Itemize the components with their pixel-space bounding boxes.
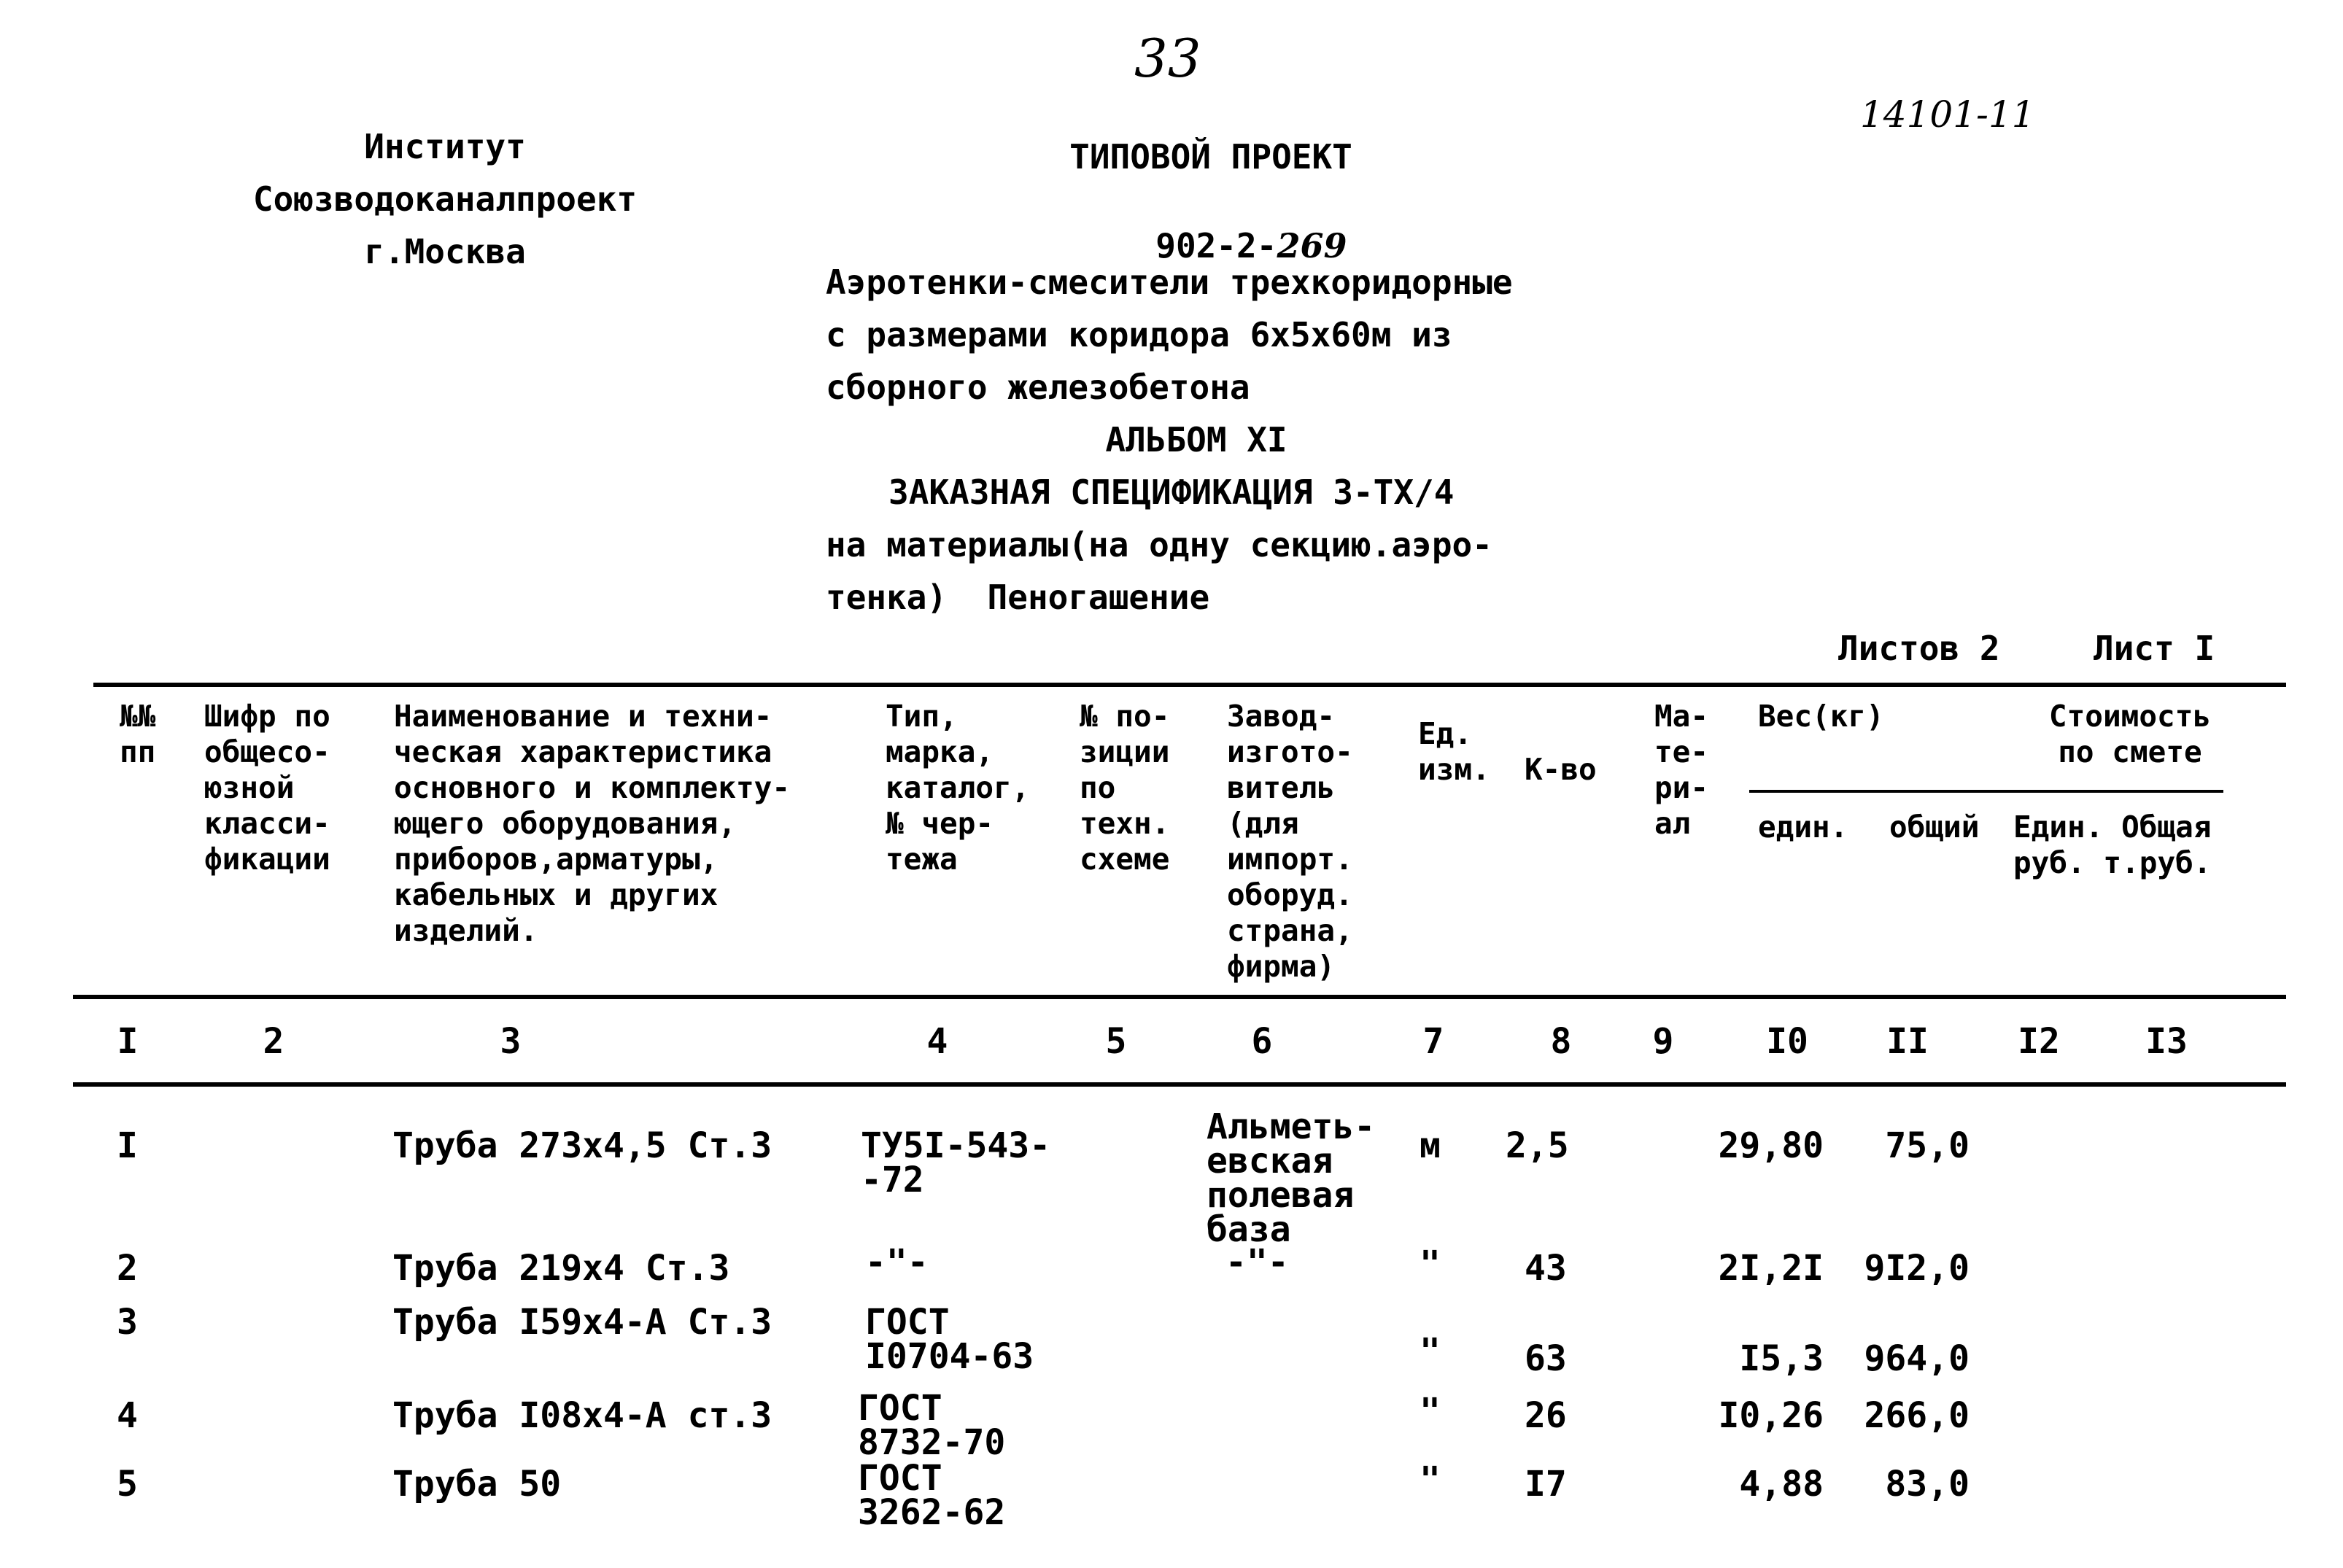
item-unit: " <box>1420 1391 1441 1432</box>
col-number: 2 <box>263 1021 284 1062</box>
header-type: Тип, марка, каталог, № чер- тежа <box>886 699 1030 877</box>
table-top-rule <box>93 683 2286 687</box>
item-weight-total: 75,0 <box>1885 1125 1970 1166</box>
item-weight-total: 83,0 <box>1885 1464 1970 1505</box>
col-number: I0 <box>1766 1021 1808 1062</box>
header-row-number: №№ пп <box>120 699 156 769</box>
header-manufacturer: Завод- изгото- витель (для импорт. оборуд. страна, фирма) <box>1227 699 1353 984</box>
item-name: Труба I59х4-А Ст.3 <box>392 1302 772 1343</box>
col-number: II <box>1886 1021 1929 1062</box>
item-quantity: 26 <box>1525 1395 1567 1436</box>
item-weight-total: 9I2,0 <box>1864 1248 1970 1289</box>
item-weight-unit: I0,26 <box>1718 1395 1824 1436</box>
item-type: ГОСТ 8732-70 <box>858 1388 1006 1463</box>
row-number: 3 <box>117 1302 138 1343</box>
item-weight-unit: 2I,2I <box>1718 1248 1824 1289</box>
col-number: 3 <box>500 1021 522 1062</box>
header-cost: Стоимость по смете <box>2048 699 2212 769</box>
item-unit: " <box>1420 1331 1441 1372</box>
spec-title: ЗАКАЗНАЯ СПЕЦИФИКАЦИЯ 3-ТХ/4 <box>888 473 1455 512</box>
sheet-number: Лист I <box>2094 629 2215 668</box>
col-number: I3 <box>2145 1021 2188 1062</box>
col-number: I2 <box>2018 1021 2060 1062</box>
item-weight-unit: 29,80 <box>1718 1125 1824 1166</box>
row-number: 4 <box>117 1395 138 1436</box>
project-title: ТИПОВОЙ ПРОЕКТ <box>1069 137 1352 176</box>
row-number: 5 <box>117 1464 138 1505</box>
project-desc-line-2: с размерами коридора 6х5х60м из <box>826 315 1452 354</box>
spec-line-2: тенка) Пеногашение <box>826 578 1210 617</box>
header-cost-units: Един. Общая руб. т.руб. <box>2013 810 2212 880</box>
item-name: Труба I08х4-А ст.3 <box>392 1395 772 1436</box>
item-manufacturer: -"- <box>1225 1242 1289 1283</box>
header-weight-unit: един. <box>1758 810 1848 845</box>
header-name: Наименование и техни- ческая характеристика основного и комплекту- ющего оборудования, приборов,арматуры, кабельных и других изделий. <box>394 699 791 948</box>
header-weight-total: общий <box>1889 810 1980 845</box>
album-label: АЛЬБОМ XI <box>1105 420 1287 459</box>
item-type: ГОСТ 3262-62 <box>858 1458 1006 1533</box>
weight-cost-divider <box>1749 790 2223 793</box>
institute-name: Союзводоканалпроект <box>252 179 638 219</box>
item-name: Труба 50 <box>392 1464 562 1505</box>
header-weight: Вес(кг) <box>1758 699 1884 734</box>
item-type: ТУ5I-543- -72 <box>861 1125 1051 1200</box>
spec-line-1: на материалы(на одну секцию.аэро- <box>826 525 1492 564</box>
sheets-total: Листов 2 <box>1838 629 2000 668</box>
column-numbers-rule <box>73 1082 2286 1087</box>
item-unit: " <box>1420 1243 1441 1284</box>
item-quantity: 43 <box>1525 1248 1567 1289</box>
item-quantity: 63 <box>1525 1338 1567 1379</box>
col-number: 8 <box>1550 1021 1572 1062</box>
project-desc-line-3: сборного железобетона <box>826 368 1250 407</box>
item-name: Труба 219х4 Ст.3 <box>392 1248 730 1289</box>
item-type: ГОСТ I0704-63 <box>865 1302 1034 1377</box>
col-number: 7 <box>1422 1021 1444 1062</box>
archive-code: 14101-11 <box>1860 93 2035 136</box>
header-quantity: К-во <box>1525 752 1597 787</box>
item-quantity: 2,5 <box>1506 1125 1569 1166</box>
header-position: № по- зиции по техн. схеме <box>1080 699 1170 877</box>
item-type: -"- <box>865 1242 929 1283</box>
item-unit: м <box>1420 1125 1441 1166</box>
item-name: Труба 273х4,5 Ст.3 <box>392 1125 772 1166</box>
item-quantity: I7 <box>1525 1464 1567 1505</box>
header-class-code: Шифр по общесо- юзной класси- фикации <box>204 699 330 877</box>
col-number: 5 <box>1105 1021 1127 1062</box>
project-number-suffix: 269 <box>1277 226 1347 265</box>
project-number-prefix: 902-2- <box>1155 226 1277 265</box>
item-weight-total: 964,0 <box>1864 1338 1970 1379</box>
col-number: I <box>117 1021 139 1062</box>
institute-label: Институт <box>364 127 526 166</box>
item-weight-unit: 4,88 <box>1739 1464 1824 1505</box>
header-material: Ма- те- ри- ал <box>1654 699 1709 841</box>
row-number: I <box>117 1125 138 1166</box>
col-number: 6 <box>1251 1021 1273 1062</box>
col-number: 4 <box>926 1021 948 1062</box>
item-weight-total: 266,0 <box>1864 1395 1970 1436</box>
row-number: 2 <box>117 1248 138 1289</box>
header-bottom-rule <box>73 995 2286 999</box>
item-manufacturer: Альметь- евская полевая база <box>1207 1106 1376 1250</box>
col-number: 9 <box>1652 1021 1674 1062</box>
item-unit: " <box>1420 1459 1441 1500</box>
institute-city: г.Москва <box>364 232 526 271</box>
header-unit: Ед. изм. <box>1418 716 1490 787</box>
item-weight-unit: I5,3 <box>1739 1338 1824 1379</box>
project-desc-line-1: Аэротенки-смесители трехкоридорные <box>826 263 1513 302</box>
page-number: 33 <box>1134 28 1201 89</box>
